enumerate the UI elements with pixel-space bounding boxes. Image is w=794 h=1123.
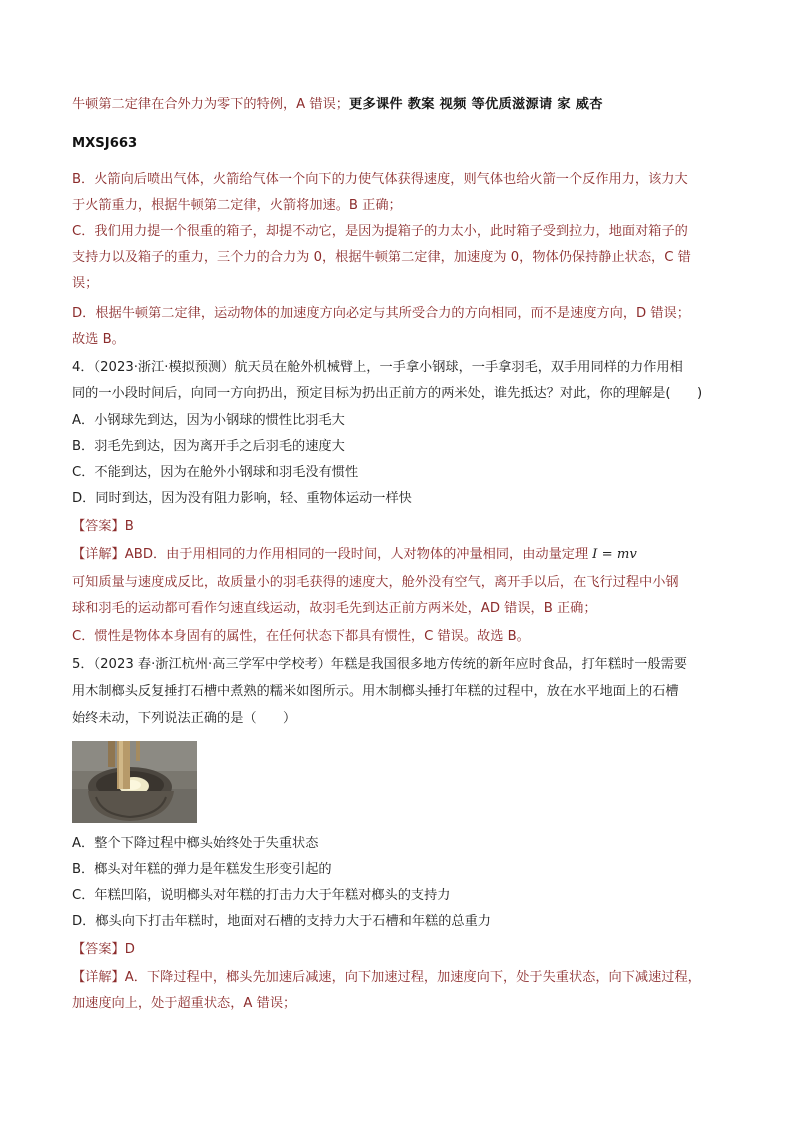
option-b: B．榔头对年糕的弹力是年糕发生形变引起的: [72, 862, 332, 877]
explanation-line: C．惯性是物体本身固有的属性，在任何状态下都具有惯性，C 错误。故选 B。: [72, 629, 530, 644]
text-line: 于火箭重力，根据牛顿第二定律，火箭将加速。B 正确；: [72, 198, 402, 213]
explanation-line: 【详解】A．下降过程中，榔头先加速后减速，向下加速过程，加速度向下，处于失重状态，向下减速过程，: [72, 970, 701, 985]
text-line: 故选 B。: [72, 332, 125, 347]
text-line: B．火箭向后喷出气体，火箭给气体一个向下的力使气体获得速度，则气体也给火箭一个反作用力，该力大: [72, 172, 688, 187]
answer-label: 【答案】B: [72, 519, 134, 534]
question-4-stem: 4．（2023·浙江·模拟预测）航天员在舱外机械臂上，一手拿小钢球，一手拿羽毛，双手用同样的力作用相: [72, 360, 683, 375]
promo-text: 更多课件 教案 视频 等优质滋源请 家 威杏: [348, 97, 603, 112]
text-run: 牛顿第二定律在合外力为零下的特例，A 错误；: [72, 97, 349, 112]
option-c: C．年糕凹陷，说明榔头对年糕的打击力大于年糕对榔头的支持力: [72, 888, 451, 903]
option-a: A．整个下降过程中榔头始终处于失重状态: [72, 836, 319, 851]
question-5-stem: 始终未动，下列说法正确的是（ ）: [72, 711, 297, 726]
text-line: [72, 96, 603, 114]
answer-label: 【答案】D: [72, 942, 135, 957]
explanation-line: [72, 546, 637, 564]
photo-illustration: [72, 741, 197, 823]
option-a: A．小钢球先到达，因为小钢球的惯性比羽毛大: [72, 413, 345, 428]
option-c: C．不能到达，因为在舱外小钢球和羽毛没有惯性: [72, 465, 359, 480]
text-run: 【详解】ABD．由于用相同的力作用相同的一段时间，人对物体的冲量相同，由动量定理: [72, 547, 589, 562]
explanation-line: 球和羽毛的运动都可看作匀速直线运动，故羽毛先到达正前方两米处，AD 错误，B 正确；: [72, 601, 597, 616]
formula: I = mv: [592, 547, 637, 562]
rice-cake-pounding-photo: [72, 741, 197, 823]
text-line: 误；: [72, 276, 99, 291]
text-line: D．根据牛顿第二定律，运动物体的加速度方向必定与其所受合力的方向相同，而不是速度方向，D 错误；: [72, 306, 690, 321]
option-b: B．羽毛先到达，因为离开手之后羽毛的速度大: [72, 439, 345, 454]
question-4-stem: 同的一小段时间后，向同一方向扔出，预定目标为扔出正前方的两米处，谁先抵达？对此，你的理解是( ): [72, 386, 703, 401]
question-5-stem: 5．（2023 春·浙江杭州·高三学军中学校考）年糕是我国很多地方传统的新年应时食品，打年糕时一般需要: [72, 657, 687, 672]
text-line: 支持力以及箱子的重力，三个力的合力为 0，根据牛顿第二定律，加速度为 0，物体仍保持静止状态，C 错: [72, 250, 691, 265]
option-d: D．榔头向下打击年糕时，地面对石槽的支持力大于石槽和年糕的总重力: [72, 914, 491, 929]
explanation-line: 加速度向上，处于超重状态，A 错误；: [72, 996, 297, 1011]
promo-code: MXSJ663: [72, 136, 138, 151]
question-5-stem: 用木制榔头反复捶打石槽中煮熟的糯米如图所示。用木制榔头捶打年糕的过程中，放在水平地面上的石槽: [72, 684, 679, 699]
text-line: C．我们用力提一个很重的箱子，却提不动它，是因为提箱子的力太小，此时箱子受到拉力，地面对箱子的: [72, 224, 688, 239]
option-d: D．同时到达，因为没有阻力影响，轻、重物体运动一样快: [72, 491, 412, 506]
explanation-line: 可知质量与速度成反比，故质量小的羽毛获得的速度大，舱外没有空气，离开手以后，在飞行过程中小钢: [72, 575, 679, 590]
